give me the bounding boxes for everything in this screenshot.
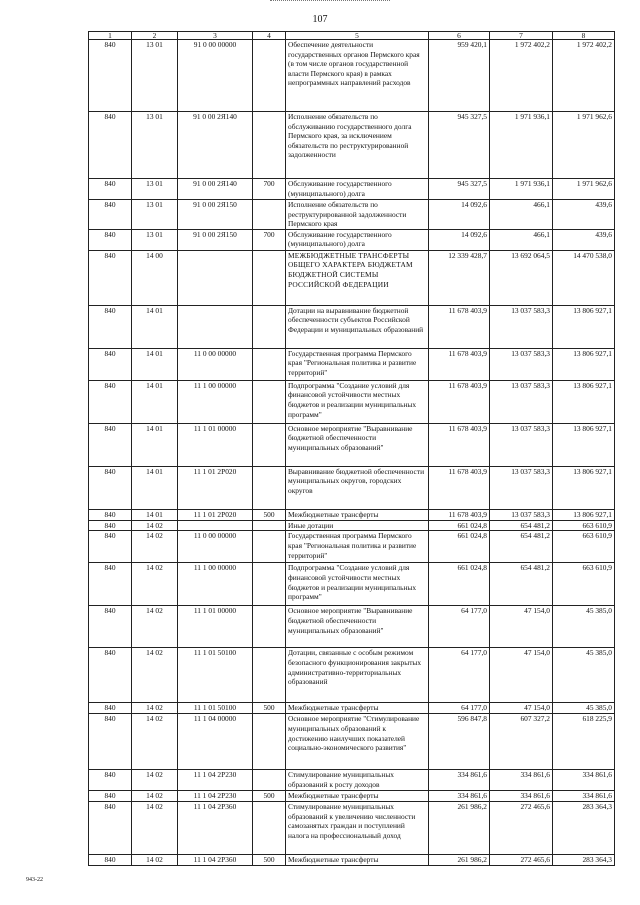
value-column-8: 1 971 962,6 [553,179,615,200]
budget-table [88,31,615,866]
expense-type-code: 700 [253,179,286,200]
section-code: 13 01 [132,229,178,250]
section-code: 14 01 [132,423,178,466]
row-description: Основное мероприятие "Выравнивание бюджетной обеспеченности муниципальных образований" [286,606,429,648]
column-header: 5 [286,32,429,40]
value-column-7: 1 971 936,1 [490,112,553,179]
row-code-840: 840 [89,305,132,348]
value-column-7: 272 465,6 [490,854,553,865]
target-article-code [178,250,253,305]
expense-type-code [253,606,286,648]
value-column-7: 654 481,2 [490,531,553,563]
row-description: Исполнение обязательств по реструктурированной задолженности Пермского края [286,200,429,230]
row-description: Подпрограмма "Создание условий для финансовой устойчивости местных бюджетов и реализации муниципальных программ" [286,563,429,606]
expense-type-code [253,648,286,703]
section-code: 14 02 [132,520,178,531]
table-row [89,791,615,802]
column-header: 1 [89,32,132,40]
row-description: Государственная программа Пермского края "Региональная политика и развитие территорий" [286,348,429,380]
table-header-row [89,32,615,40]
target-article-code: 11 1 01 50100 [178,648,253,703]
row-description: Межбюджетные трансферты [286,854,429,865]
value-column-8: 663 610,9 [553,531,615,563]
section-code: 14 02 [132,563,178,606]
table-row [89,229,615,250]
target-article-code: 91 0 00 2Я140 [178,112,253,179]
value-column-6: 261 986,2 [429,801,490,854]
target-article-code: 11 1 01 50100 [178,703,253,714]
value-column-7: 47 154,0 [490,703,553,714]
section-code: 14 02 [132,648,178,703]
expense-type-code [253,770,286,791]
value-column-6: 64 177,0 [429,703,490,714]
section-code: 14 01 [132,509,178,520]
value-column-7: 654 481,2 [490,563,553,606]
value-column-7: 13 037 583,3 [490,305,553,348]
expense-type-code: 500 [253,509,286,520]
target-article-code: 91 0 00 00000 [178,40,253,112]
value-column-7: 47 154,0 [490,606,553,648]
row-code-840: 840 [89,250,132,305]
section-code: 14 02 [132,606,178,648]
row-code-840: 840 [89,606,132,648]
target-article-code: 11 1 01 2P020 [178,466,253,509]
table-row [89,40,615,112]
target-article-code [178,305,253,348]
row-description: Стимулирование муниципальных образований к росту доходов [286,770,429,791]
target-article-code: 91 0 00 2Я150 [178,200,253,230]
table-row [89,250,615,305]
expense-type-code [253,563,286,606]
value-column-8: 663 610,9 [553,563,615,606]
section-code: 13 01 [132,200,178,230]
row-description: Обеспечение деятельности государственных органов Пермского края (в том числе органов государственной власти Пермского края) в рамках непрограммных направлений расходов [286,40,429,112]
table-row [89,563,615,606]
value-column-8: 334 861,6 [553,770,615,791]
table-row [89,854,615,865]
section-code: 14 02 [132,854,178,865]
value-column-7: 13 692 064,5 [490,250,553,305]
target-article-code: 91 0 00 2Я150 [178,229,253,250]
value-column-6: 959 420,1 [429,40,490,112]
table-row [89,466,615,509]
expense-type-code [253,714,286,770]
row-description: Основное мероприятие "Выравнивание бюджетной обеспеченности муниципальных образований" [286,423,429,466]
section-code: 13 01 [132,40,178,112]
row-code-840: 840 [89,714,132,770]
table-row [89,112,615,179]
section-code: 14 02 [132,714,178,770]
value-column-6: 64 177,0 [429,648,490,703]
value-column-8: 13 806 927,1 [553,305,615,348]
row-code-840: 840 [89,770,132,791]
table-row [89,714,615,770]
value-column-8: 1 972 402,2 [553,40,615,112]
row-code-840: 840 [89,380,132,423]
value-column-6: 11 678 403,9 [429,348,490,380]
table-row [89,380,615,423]
value-column-6: 334 861,6 [429,770,490,791]
value-column-7: 13 037 583,3 [490,348,553,380]
row-code-840: 840 [89,423,132,466]
value-column-7: 13 037 583,3 [490,509,553,520]
table-row [89,770,615,791]
target-article-code: 11 0 00 00000 [178,531,253,563]
value-column-8: 283 364,3 [553,854,615,865]
section-code: 14 02 [132,791,178,802]
column-header: 3 [178,32,253,40]
target-article-code: 11 1 04 2P230 [178,770,253,791]
row-code-840: 840 [89,112,132,179]
value-column-8: 45 385,0 [553,648,615,703]
value-column-8: 13 806 927,1 [553,348,615,380]
target-article-code: 11 1 01 2P020 [178,509,253,520]
row-code-840: 840 [89,229,132,250]
expense-type-code [253,801,286,854]
table-row [89,305,615,348]
value-column-8: 1 971 962,6 [553,112,615,179]
row-code-840: 840 [89,520,132,531]
row-description: Подпрограмма "Создание условий для финансовой устойчивости местных бюджетов и реализации муниципальных программ" [286,380,429,423]
section-code: 13 01 [132,179,178,200]
row-code-840: 840 [89,531,132,563]
target-article-code: 11 1 00 00000 [178,380,253,423]
value-column-7: 466,1 [490,200,553,230]
expense-type-code [253,348,286,380]
value-column-7: 13 037 583,3 [490,466,553,509]
expense-type-code [253,520,286,531]
value-column-7: 607 327,2 [490,714,553,770]
section-code: 14 02 [132,531,178,563]
expense-type-code [253,305,286,348]
value-column-8: 45 385,0 [553,703,615,714]
value-column-7: 13 037 583,3 [490,423,553,466]
value-column-8: 13 806 927,1 [553,509,615,520]
value-column-8: 663 610,9 [553,520,615,531]
row-code-840: 840 [89,563,132,606]
column-header: 4 [253,32,286,40]
row-description: Государственная программа Пермского края "Региональная политика и развитие территорий" [286,531,429,563]
value-column-6: 945 327,5 [429,112,490,179]
value-column-8: 13 806 927,1 [553,380,615,423]
table-row [89,648,615,703]
row-code-840: 840 [89,509,132,520]
target-article-code: 91 0 00 2Я140 [178,179,253,200]
target-article-code: 11 1 00 00000 [178,563,253,606]
value-column-6: 261 986,2 [429,854,490,865]
expense-type-code [253,380,286,423]
column-header: 8 [553,32,615,40]
value-column-6: 945 327,5 [429,179,490,200]
value-column-6: 334 861,6 [429,791,490,802]
value-column-6: 596 847,8 [429,714,490,770]
row-description: Обслуживание государственного (муниципального) долга [286,179,429,200]
value-column-7: 334 861,6 [490,770,553,791]
section-code: 14 01 [132,305,178,348]
expense-type-code: 500 [253,791,286,802]
target-article-code: 11 1 04 2P360 [178,854,253,865]
section-code: 14 00 [132,250,178,305]
table-row [89,801,615,854]
table-row [89,200,615,230]
table-row [89,531,615,563]
column-header: 2 [132,32,178,40]
row-description: Иные дотации [286,520,429,531]
target-article-code [178,520,253,531]
value-column-7: 47 154,0 [490,648,553,703]
row-description: Межбюджетные трансферты [286,509,429,520]
section-code: 14 01 [132,380,178,423]
expense-type-code: 500 [253,854,286,865]
value-column-6: 11 678 403,9 [429,509,490,520]
page-number: 107 [312,14,328,25]
value-column-6: 11 678 403,9 [429,466,490,509]
section-code: 14 02 [132,703,178,714]
row-description: Межбюджетные трансферты [286,703,429,714]
table-row [89,520,615,531]
value-column-8: 13 806 927,1 [553,423,615,466]
row-description: Межбюджетные трансферты [286,791,429,802]
row-description: Основное мероприятие "Стимулирование муниципальных образований к достижению наилучших показателей социально-экономического развития" [286,714,429,770]
row-description: Обслуживание государственного (муниципального) долга [286,229,429,250]
value-column-6: 12 339 428,7 [429,250,490,305]
expense-type-code [253,423,286,466]
target-article-code: 11 1 04 2P360 [178,801,253,854]
value-column-6: 661 024,8 [429,563,490,606]
value-column-7: 654 481,2 [490,520,553,531]
value-column-6: 661 024,8 [429,531,490,563]
scan-artifact [270,0,390,6]
section-code: 14 02 [132,801,178,854]
row-code-840: 840 [89,703,132,714]
row-description: МЕЖБЮДЖЕТНЫЕ ТРАНСФЕРТЫ ОБЩЕГО ХАРАКТЕРА БЮДЖЕТАМ БЮДЖЕТНОЙ СИСТЕМЫ РОССИЙСКОЙ ФЕДЕРАЦИИ [286,250,429,305]
value-column-6: 14 092,6 [429,229,490,250]
row-code-840: 840 [89,200,132,230]
row-code-840: 840 [89,466,132,509]
row-description: Стимулирование муниципальных образований к увеличению численности самозанятых граждан и поступлений налога на профессиональный доход [286,801,429,854]
table-row [89,423,615,466]
value-column-7: 1 971 936,1 [490,179,553,200]
row-description: Выравнивание бюджетной обеспеченности муниципальных округов, городских округов [286,466,429,509]
table-row [89,179,615,200]
expense-type-code: 700 [253,229,286,250]
target-article-code: 11 0 00 00000 [178,348,253,380]
row-description: Дотации, связанные с особым режимом безопасного функционирования закрытых административно-территориальных образований [286,648,429,703]
expense-type-code [253,40,286,112]
value-column-8: 618 225,9 [553,714,615,770]
value-column-8: 283 364,3 [553,801,615,854]
section-code: 13 01 [132,112,178,179]
value-column-8: 14 470 538,0 [553,250,615,305]
value-column-6: 11 678 403,9 [429,423,490,466]
expense-type-code [253,112,286,179]
expense-type-code [253,250,286,305]
value-column-8: 45 385,0 [553,606,615,648]
value-column-7: 1 972 402,2 [490,40,553,112]
target-article-code: 11 1 04 00000 [178,714,253,770]
row-code-840: 840 [89,179,132,200]
section-code: 14 02 [132,770,178,791]
table-row [89,509,615,520]
column-header: 7 [490,32,553,40]
table-body [89,40,615,866]
value-column-7: 272 465,6 [490,801,553,854]
expense-type-code [253,466,286,509]
section-code: 14 01 [132,466,178,509]
value-column-8: 13 806 927,1 [553,466,615,509]
row-code-840: 840 [89,854,132,865]
section-code: 14 01 [132,348,178,380]
target-article-code: 11 1 01 00000 [178,423,253,466]
value-column-6: 661 024,8 [429,520,490,531]
value-column-6: 64 177,0 [429,606,490,648]
value-column-6: 11 678 403,9 [429,380,490,423]
row-code-840: 840 [89,40,132,112]
table-row [89,703,615,714]
expense-type-code [253,531,286,563]
expense-type-code: 500 [253,703,286,714]
value-column-8: 334 861,6 [553,791,615,802]
value-column-6: 11 678 403,9 [429,305,490,348]
value-column-7: 13 037 583,3 [490,380,553,423]
row-code-840: 840 [89,348,132,380]
table-row [89,606,615,648]
footer-code: 943-22 [26,877,43,883]
target-article-code: 11 1 04 2P230 [178,791,253,802]
row-code-840: 840 [89,648,132,703]
row-code-840: 840 [89,791,132,802]
expense-type-code [253,200,286,230]
value-column-6: 14 092,6 [429,200,490,230]
table-row [89,348,615,380]
value-column-8: 439,6 [553,229,615,250]
row-description: Исполнение обязательств по обслуживанию государственного долга Пермского края, за исключением обязательств по реструктурированной задолженности [286,112,429,179]
target-article-code: 11 1 01 00000 [178,606,253,648]
row-code-840: 840 [89,801,132,854]
column-header: 6 [429,32,490,40]
value-column-7: 466,1 [490,229,553,250]
value-column-7: 334 861,6 [490,791,553,802]
row-description: Дотации на выравнивание бюджетной обеспеченности субъектов Российской Федерации и муниципальных образований [286,305,429,348]
value-column-8: 439,6 [553,200,615,230]
